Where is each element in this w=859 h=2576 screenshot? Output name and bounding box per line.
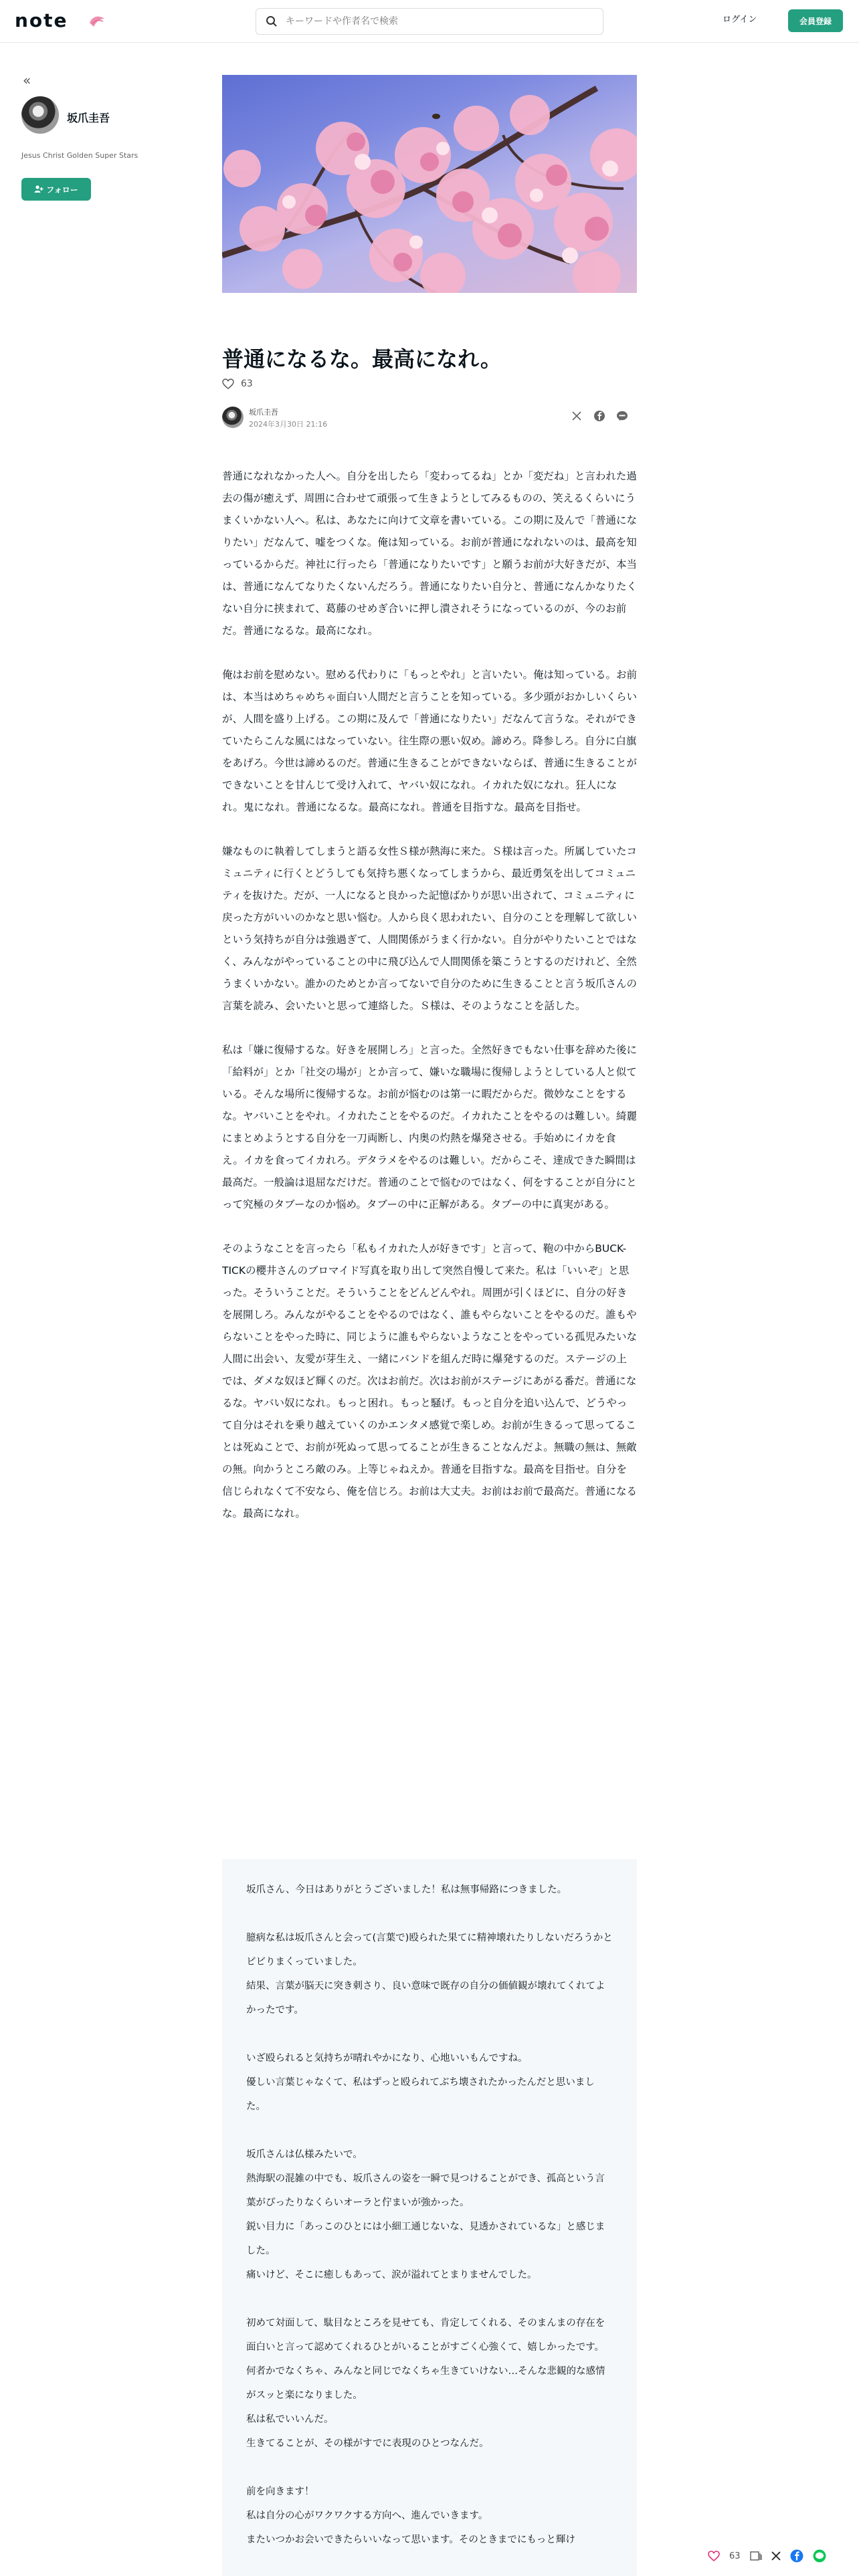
article-paragraph: 俺はお前を慰めない。慰める代わりに「もっとやれ」と言いたい。俺は知っている。お前は、本当はめちゃめちゃ面白い人間だと言うことを知っている。多少頭がおかしいくらいが、人間を盛り上げる。この期に及んで「普通になりたい」だなんて言うな。それができていたらこんな風にはなっていない。往生際の悪い奴め。諦めろ。降参しろ。自分に白旗をあげろ。今世は諦めるのだ。普通に生きることができないならば、普通に生きることができないことを甘んじて受け入れて、ヤバい奴になれ。イカれた奴になれ。狂人になれ。鬼になれ。普通になるな。最高になれ。普通を目指すな。最高を目指せ。 xyxy=(222,669,638,813)
article-paragraph: そのようなことを言ったら「私もイカれた人が好きです」と言って、鞄の中からBUCK-TICKの櫻井さんのブロマイド写真を取り出して突然自慢して来た。私は「いいぞ」と思った。そういうことだ。そういうことをどんどんやれ。周囲が引くほどに、自分の好きを展開しろ。みんながやることをやるのではなく、誰もやらないことをやるのだ。誰もやらないことをやった時に、同じように誰もやらないようなことをやっている孤児みたいな人間に出会い、友愛が芽生え、一緒にバンドを組んだ時に爆発するのだ。ステージの上では、ダメな奴ほど輝くのだ。次はお前だ。次はお前がステージにあがる番だ。普通になるな。ヤバい奴になれ。もっと困れ。もっと騒げ。もっと自分を追い込んで、どうやって自分はそれを乗り越えていくのかエンタメ感覚で楽しめ。お前が生きるって思ってることは死ぬことで、お前が死ぬって思ってることが生きることなんだよ。無職の無は、無敵の無。向かうところ敵のみ。上等じゃねえか。普通を目指すな。最高を目指せ。自分を信じられなくて不安なら、俺を信じろ。お前は大丈夫。お前はお前で最高だ。普通になるな。最高になれ。 xyxy=(222,1243,638,1519)
quote-line: 前を向きます！ xyxy=(246,2486,314,2497)
quote-line: 鋭い目力に「あっこのひとには小細工通じないな、見透かされているな」と感じました。 xyxy=(246,2222,605,2256)
article-body xyxy=(222,465,637,1547)
like-counter[interactable] xyxy=(222,379,253,389)
chevrons-left-icon[interactable]: « xyxy=(23,72,31,88)
floating-action-bar xyxy=(700,2541,859,2571)
author-avatar-small[interactable] xyxy=(222,407,244,428)
article-paragraph: 普通になれなかった人へ。自分を出したら「変わってるね」とか「変だね」と言われた過去の傷が癒えず、周囲に合わせて頑張って生きようとしてみるものの、笑えるくらいにうまくいかない人へ。私は、あなたに向けて文章を書いている。この期に及んで「普通になりたい」だなんて、嘘をつくな。俺は知っている。お前が普通になれないのは、最高を知っているからだ。神社に行ったら「普通になりたいです」と願うお前が大好きだが、本当は、普通になんてなりたくないんだろう。普通になりたい自分と、普通になんかなりたくない自分に挟まれて、葛藤のせめぎ合いに押し潰されそうになっているのが、今のお前だ。普通になるな。最高になれ。 xyxy=(222,470,638,637)
quote-block xyxy=(246,1926,613,2022)
note-logo[interactable]: note xyxy=(15,9,68,31)
x-share-icon[interactable] xyxy=(570,409,583,423)
quote-block xyxy=(246,2480,613,2552)
quote-line: いざ殴られると気持ちが晴れやかになり、心地いいもんですね。 xyxy=(246,2053,528,2064)
facebook-share-icon[interactable] xyxy=(593,409,606,423)
quote-line: 私は私でいいんだ。 xyxy=(246,2414,334,2425)
follow-button[interactable] xyxy=(21,178,91,201)
search-input[interactable] xyxy=(286,16,580,27)
facebook-icon[interactable] xyxy=(790,2549,803,2563)
quote-line: 臆病な私は坂爪さんと会って(言葉で)殴られた果てに精神壊れたりしないだろうかとビビりまくっていました。 xyxy=(246,1933,613,1967)
quote-line: 何者かでなくちゃ、みんなと同じでなくちゃ生きていけない…そんな悲観的な感情がスッと楽になりました。 xyxy=(246,2366,605,2401)
quote-line: 私は自分の心がワクワクする方向へ、進んでいきます。 xyxy=(246,2510,488,2521)
quote-block xyxy=(246,2143,613,2287)
hero-image-cherry-blossoms xyxy=(222,75,637,293)
quoted-message xyxy=(222,1859,637,2576)
heart-icon[interactable] xyxy=(222,379,234,389)
article-title: 普通になるな。最高になれ。 xyxy=(222,346,502,372)
quote-block xyxy=(246,1878,613,1902)
quote-line: 坂爪さん、今日はありがとうございました！私は無事帰路につきました。 xyxy=(246,1885,567,1895)
signup-button[interactable]: 会員登録 xyxy=(788,9,843,32)
quote-line: 初めて対面して、駄目なところを見せても、肯定してくれる、そのまんまの存在を面白いと言って認めてくれるひとがいることがすごく心強くて、嬉しかったです。 xyxy=(246,2318,605,2353)
search-icon xyxy=(266,15,278,27)
line-share-icon[interactable] xyxy=(615,409,629,423)
x-icon[interactable] xyxy=(771,2551,781,2561)
magazine-icon[interactable] xyxy=(750,2551,762,2561)
quote-line: 優しい言葉じゃなくて、私はずっと殴られてぶち壊されたかったんだと思いました。 xyxy=(246,2077,595,2112)
article-paragraph: 嫌なものに執着してしまうと語る女性Ｓ様が熱海に来た。Ｓ様は言った。所属していたコミュニティに行くとどうしても気持ち悪くなってしまうから、最近勇気を出してコミュニティを抜けた。だが、一人になると良かった記憶ばかりが思い出されて、コミュニティに戻った方がいいのかなと思い悩む。人から良く思われたい、自分のことを理解して欲しいという気持ちが自分は強過ぎて、人間関係がうまく行かない。自分がやりたいことではなく、みんながやっていることの中に飛び込んで人間関係を築こうとするのだけれど、全然うまくいかない。誰かのためとか言ってないで自分のために生きることと言う坂爪さんの言葉を読み、会いたいと思って連絡した。Ｓ様は、そのようなことを話した。 xyxy=(222,845,638,1012)
person-plus-icon xyxy=(34,185,43,193)
quote-block xyxy=(246,2311,613,2456)
floating-like-count: 63 xyxy=(729,2551,741,2561)
top-bar xyxy=(0,0,859,43)
quote-line: 坂爪さんは仏様みたいで。 xyxy=(246,2149,363,2160)
follow-label: フォロー xyxy=(46,185,78,195)
sakura-logo-icon xyxy=(88,13,106,28)
quote-line: 結果、言葉が脳天に突き刺さり、良い意味で既存の自分の価値観が壊れてくれてよかったです。 xyxy=(246,1981,605,2016)
quote-line: 熱海駅の混雑の中でも、坂爪さんの姿を一瞬で見つけることができ、孤高という言葉がぴったりなくらいオーラと佇まいが強かった。 xyxy=(246,2173,605,2208)
like-count: 63 xyxy=(241,379,253,389)
article-date: 2024年3月30日 21:16 xyxy=(249,420,328,429)
article-author[interactable]: 坂爪圭吾 xyxy=(249,408,278,417)
author-avatar[interactable] xyxy=(21,96,59,134)
author-name[interactable]: 坂爪圭吾 xyxy=(67,112,110,124)
quote-line: 痛いけど、そこに癒しもあって、涙が溢れてとまりませんでした。 xyxy=(246,2270,537,2280)
quote-line: またいつかお会いできたらいいなって思います。そのときまでにもっと輝け xyxy=(246,2535,575,2545)
search-box[interactable] xyxy=(256,8,603,35)
line-icon[interactable] xyxy=(813,2549,826,2563)
cherry-blossom-illustration xyxy=(222,75,637,293)
login-button[interactable]: ログイン xyxy=(723,15,757,25)
quote-line: 生きてることが、その様がすでに表現のひとつなんだ。 xyxy=(246,2438,489,2449)
quote-block xyxy=(246,2046,613,2119)
heart-icon[interactable] xyxy=(708,2551,720,2561)
author-bio: Jesus Christ Golden Super Stars xyxy=(21,151,138,160)
article-paragraph: 私は「嫌に復帰するな。好きを展開しろ」と言った。全然好きでもない仕事を辞めた後に「給料が」とか「社交の場が」とか言って、嫌いな職場に復帰しようとしている人と似ている。そんな場所に復帰するな。お前が悩むのは第一に暇だからだ。微妙なことをするな。ヤバいことをやれ。イカれたことをやるのだ。イカれたことをやるのは難しい。綺麗にまとめようとする自分を一刀両断し、内奥の灼熱を爆発させる。手始めにイカを食え。イカを食ってイカれろ。デタラメをやるのは難しい。だからこそ、達成できた瞬間は最高だ。一般論は退屈なだけだ。普通のことで悩むのではなく、何をすることが自分にとって究極のタブーなのか悩め。タブーの中に正解がある。タブーの中に真実がある。 xyxy=(222,1044,638,1210)
